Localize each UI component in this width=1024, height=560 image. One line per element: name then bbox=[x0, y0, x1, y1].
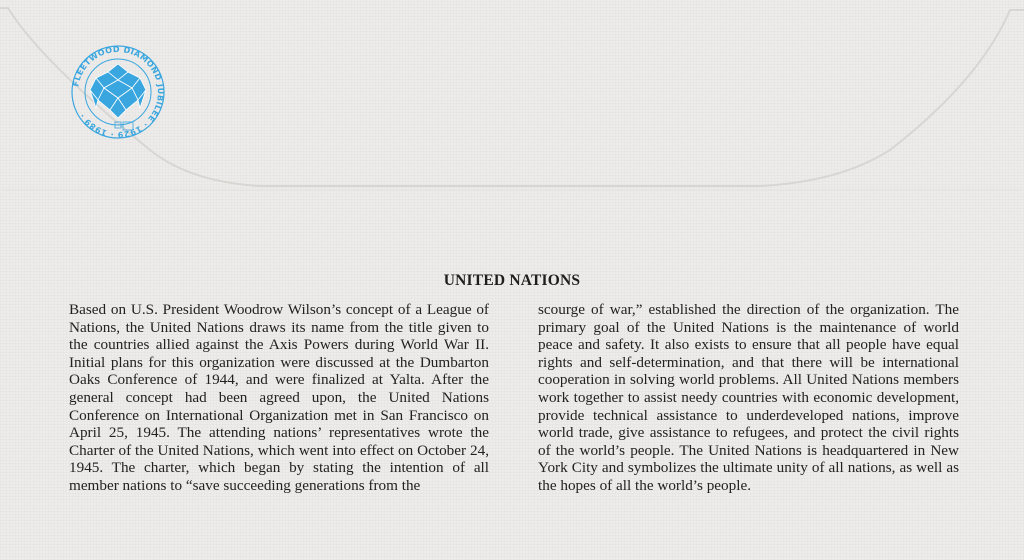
diamond-icon bbox=[90, 64, 146, 118]
article-left-column: Based on U.S. President Woodrow Wilson’s concept of a League of Nations, the United Nations draws its name from the title given to the countries allied against the Axis Powers during World War II. Initial plans for this organization were discussed at the Dumbarton Oaks Conference of 1944, and were finalized at Yalta. After the general concept had been agreed upon, the United Nations Conference on International Organization met in San Francisco on April 25, 1945. The attending nations’ representatives wrote the Charter of the United Nations, which went into effect on October 24, 1945. The charter, which began by stating the intention of all member nations to “save succeeding generations from the bbox=[69, 301, 489, 494]
seal-ring-text: FLEETWOOD DIAMOND JUBILEE · 1929 · 1989 · bbox=[71, 44, 166, 140]
article-title: UNITED NATIONS bbox=[443, 272, 581, 289]
article-right-column: scourge of war,” established the direction of the organization. The primary goal of the United Nations is the maintenance of world peace and safety. It also exists to ensure that all people have equal rights and self-determination, and that there will be international cooperation in solving world problems. All United Nations members work together to assist needy countries with economic development, provide technical assistance to underdeveloped nations, improve world trade, give assistance to refugees, and protect the civil rights of the world’s people. The United Nations is headquartered in New York City and symbolizes the ultimate unity of all nations, as well as the hopes of all the world’s people. bbox=[538, 301, 959, 494]
fleetwood-jubilee-seal-logo bbox=[68, 42, 168, 142]
